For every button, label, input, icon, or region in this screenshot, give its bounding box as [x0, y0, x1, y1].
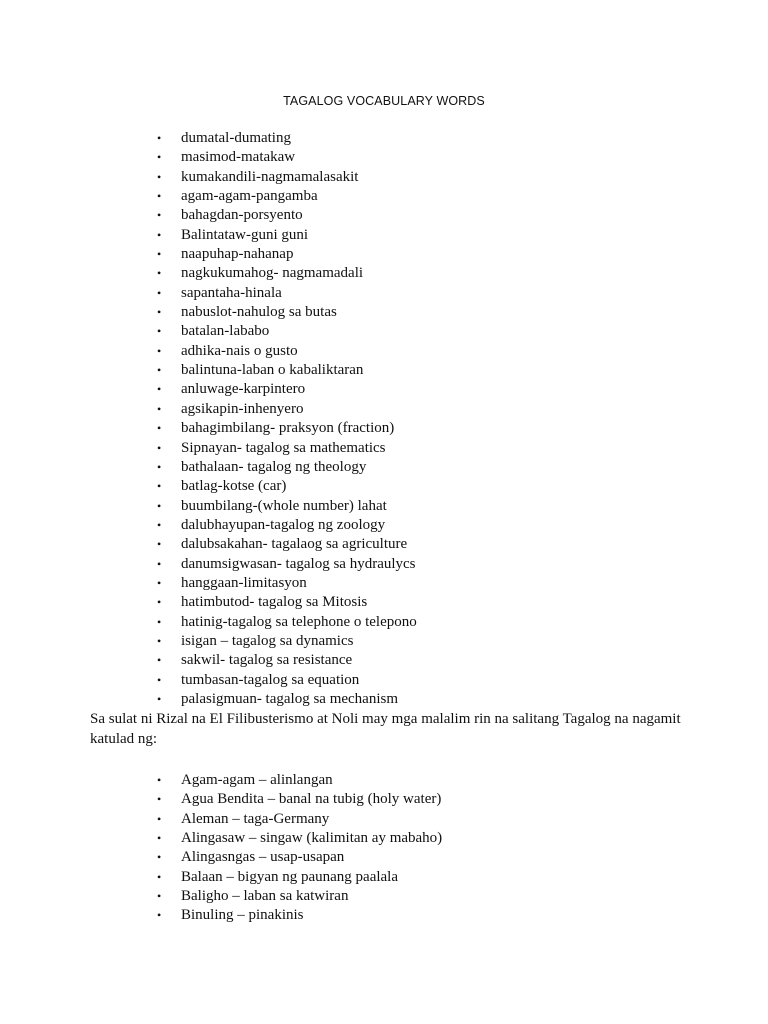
bullet-icon: •	[157, 324, 162, 339]
list-item-text: batlag-kotse (car)	[181, 478, 287, 495]
list-item	[157, 303, 417, 322]
bullet-icon: •	[157, 285, 162, 300]
bullet-icon: •	[157, 498, 162, 513]
list-item	[157, 187, 417, 206]
bullet-icon: •	[157, 401, 162, 416]
list-item	[157, 771, 442, 790]
bullet-icon: •	[157, 479, 162, 494]
bullet-icon: •	[157, 831, 162, 846]
list-item-text: Balaan – bigyan ng paunang paalala	[181, 868, 399, 885]
bullet-icon: •	[157, 792, 162, 807]
list-item	[157, 284, 417, 303]
list-item-text: Sipnayan- tagalog sa mathematics	[181, 439, 386, 456]
list-item	[157, 848, 442, 867]
list-item-text: Binuling – pinakinis	[181, 907, 304, 924]
list-item	[157, 226, 417, 245]
bullet-icon: •	[157, 305, 162, 320]
rizal-word-list	[157, 771, 442, 926]
bullet-icon: •	[157, 266, 162, 281]
bullet-icon: •	[157, 811, 162, 826]
bullet-icon: •	[157, 247, 162, 262]
list-item-text: agam-agam-pangamba	[181, 188, 318, 205]
list-item	[157, 439, 417, 458]
list-item-text: nagkukumahog- nagmamadali	[181, 265, 364, 282]
list-item-text: hatimbutod- tagalog sa Mitosis	[181, 594, 368, 611]
bullet-icon: •	[157, 537, 162, 552]
list-item	[157, 790, 442, 809]
list-item-text: dalubsakahan- tagalaog sa agriculture	[181, 536, 408, 553]
bullet-icon: •	[157, 850, 162, 865]
bullet-icon: •	[157, 691, 162, 706]
list-item	[157, 516, 417, 535]
list-item-text: kumakandili-nagmamalasakit	[181, 168, 359, 185]
list-item	[157, 593, 417, 612]
list-item-text: batalan-lababo	[181, 323, 270, 340]
list-item-text: nabuslot-nahulog sa butas	[181, 304, 337, 321]
list-item	[157, 419, 417, 438]
bullet-icon: •	[157, 869, 162, 884]
list-item-text: Aleman – taga-Germany	[181, 810, 330, 827]
bullet-icon: •	[157, 131, 162, 145]
rizal-paragraph: Sa sulat ni Rizal na El Filibusterismo at Noli may mga malalim rin na salitang Tagalog na nagamit katulad ng:	[90, 711, 681, 747]
bullet-icon: •	[157, 169, 162, 184]
bullet-icon: •	[157, 633, 162, 648]
list-item	[157, 168, 417, 187]
list-item	[157, 361, 417, 380]
list-item-text: sakwil- tagalog sa resistance	[181, 652, 353, 669]
list-item-text: Alingasaw – singaw (kalimitan ay mabaho)	[181, 830, 443, 847]
list-item	[157, 129, 417, 148]
list-item	[157, 148, 417, 167]
list-item	[157, 206, 417, 225]
list-item	[157, 690, 417, 709]
document-title: TAGALOG VOCABULARY WORDS	[283, 94, 485, 108]
list-item	[157, 322, 417, 341]
list-item	[157, 400, 417, 419]
list-item-text: sapantaha-hinala	[181, 284, 282, 301]
bullet-icon: •	[157, 889, 162, 904]
bullet-icon: •	[157, 440, 162, 455]
bullet-icon: •	[157, 150, 162, 165]
list-item-text: isigan – tagalog sa dynamics	[181, 632, 354, 649]
list-item-text: Agua Bendita – banal na tubig (holy water)	[181, 791, 442, 808]
bullet-icon: •	[157, 382, 162, 397]
list-item	[157, 632, 417, 651]
list-item	[157, 264, 417, 283]
bullet-icon: •	[157, 773, 162, 787]
bullet-icon: •	[157, 227, 162, 242]
list-item	[157, 651, 417, 670]
vocabulary-list	[157, 129, 417, 709]
list-item-text: anluwage-karpintero	[181, 381, 306, 398]
list-item	[157, 829, 442, 848]
list-item	[157, 497, 417, 516]
list-item-text: hanggaan-limitasyon	[181, 574, 307, 591]
list-item-text: naapuhap-nahanap	[181, 246, 294, 263]
bullet-icon: •	[157, 208, 162, 223]
list-item-text: Balintataw-guni guni	[181, 226, 309, 243]
list-item-text: balintuna-laban o kabaliktaran	[181, 362, 364, 379]
bullet-icon: •	[157, 363, 162, 378]
bullet-icon: •	[157, 421, 162, 436]
list-item	[157, 574, 417, 593]
list-item	[157, 810, 442, 829]
list-item-text: Alingasngas – usap-usapan	[181, 849, 345, 866]
list-item-text: bathalaan- tagalog ng theology	[181, 458, 367, 475]
list-item	[157, 380, 417, 399]
list-item-text: dumatal-dumating	[181, 130, 291, 146]
list-item-text: Baligho – laban sa katwiran	[181, 888, 349, 905]
list-item	[157, 555, 417, 574]
list-item-text: Agam-agam – alinlangan	[181, 772, 333, 788]
bullet-icon: •	[157, 595, 162, 610]
bullet-icon: •	[157, 614, 162, 629]
list-item-text: danumsigwasan- tagalog sa hydraulycs	[181, 555, 416, 572]
list-item	[157, 458, 417, 477]
list-item	[157, 613, 417, 632]
list-item-text: masimod-matakaw	[181, 149, 296, 166]
list-item	[157, 342, 417, 361]
list-item-text: bahagdan-porsyento	[181, 207, 303, 224]
list-item-text: buumbilang-(whole number) lahat	[181, 497, 387, 514]
list-item-text: palasigmuan- tagalog sa mechanism	[181, 690, 399, 707]
list-item-text: hatinig-tagalog sa telephone o telepono	[181, 613, 417, 630]
list-item	[157, 535, 417, 554]
list-item	[157, 868, 442, 887]
list-item-text: agsikapin-inhenyero	[181, 400, 304, 417]
list-item	[157, 477, 417, 496]
list-item-text: bahagimbilang- praksyon (fraction)	[181, 420, 395, 437]
list-item	[157, 906, 442, 925]
bullet-icon: •	[157, 343, 162, 358]
list-item-text: tumbasan-tagalog sa equation	[181, 671, 360, 688]
list-item	[157, 887, 442, 906]
bullet-icon: •	[157, 189, 162, 204]
bullet-icon: •	[157, 908, 162, 923]
bullet-icon: •	[157, 672, 162, 687]
list-item	[157, 671, 417, 690]
bullet-icon: •	[157, 556, 162, 571]
bullet-icon: •	[157, 575, 162, 590]
bullet-icon: •	[157, 459, 162, 474]
list-item	[157, 245, 417, 264]
list-item-text: dalubhayupan-tagalog ng zoology	[181, 516, 386, 533]
bullet-icon: •	[157, 517, 162, 532]
bullet-icon: •	[157, 653, 162, 668]
list-item-text: adhika-nais o gusto	[181, 342, 298, 359]
